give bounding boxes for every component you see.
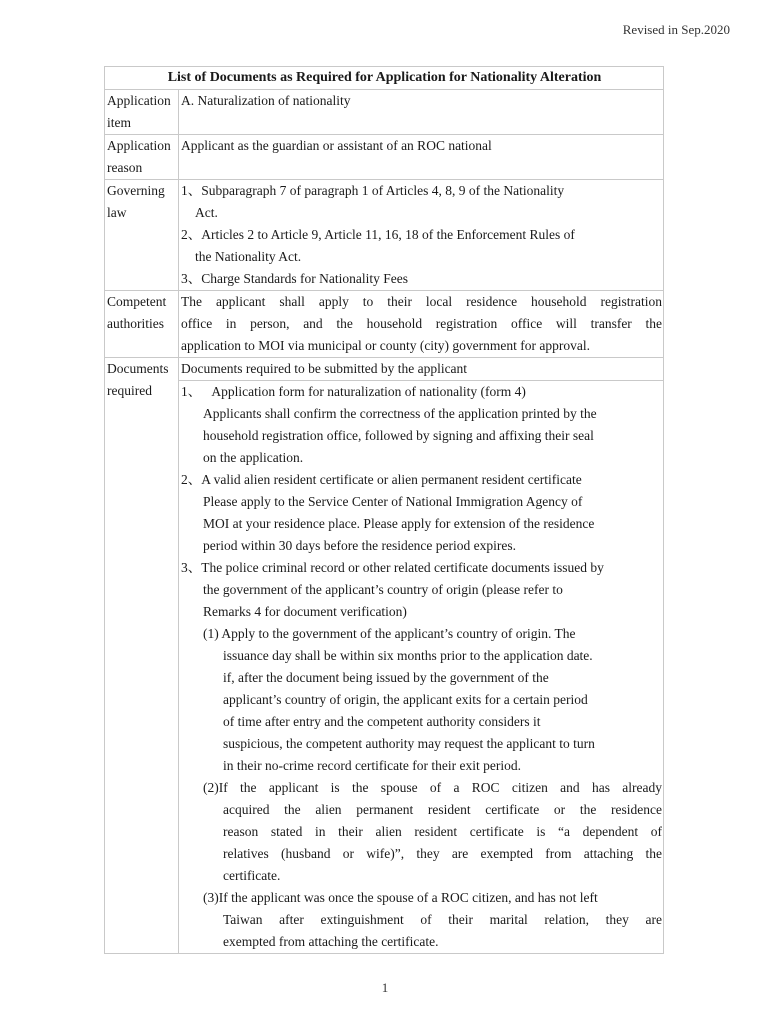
documents-intro: Documents required to be submitted by the applicant (179, 358, 663, 381)
revision-note: Revised in Sep.2020 (622, 22, 730, 37)
row-application-item (105, 90, 664, 135)
law-item-1-cont: Act. (195, 205, 218, 220)
label-application-item: Application item (105, 90, 179, 135)
table-title: List of Documents as Required for Application for Nationality Alteration (105, 67, 664, 90)
doc-item-2: 2、A valid alien resident certificate or alien permanent resident certificate (181, 472, 582, 487)
row-competent-authorities (105, 291, 664, 358)
law-item-1: 1、Subparagraph 7 of paragraph 1 of Articles 4, 8, 9 of the Nationality (181, 183, 565, 198)
page-number: 1 (381, 980, 389, 995)
law-item-3: 3、Charge Standards for Nationality Fees (181, 271, 408, 286)
value-application-item: A. Naturalization of nationality (179, 90, 664, 135)
value-competent-authorities: The applicant shall apply to their local residence household registration office in person, and the household registration office will transfer the application to MOI via municipal or county (city) government for approval. (179, 291, 664, 358)
value-governing-law (179, 180, 664, 291)
label-competent-authorities: Competent authorities (105, 291, 179, 358)
table-title-row (105, 67, 664, 90)
row-documents-required (105, 358, 664, 954)
doc-item-3-sub-1: (1) Apply to the government of the applicant’s country of origin. The (203, 626, 576, 641)
row-application-reason (105, 135, 664, 180)
row-governing-law (105, 180, 664, 291)
label-documents-required: Documents required (105, 358, 179, 954)
law-item-2-cont: the Nationality Act. (195, 249, 302, 264)
doc-item-1: 1、 Application form for naturalization of nationality (form 4) (181, 384, 526, 399)
doc-item-3-sub-2: (2)If the applicant is the spouse of a ROC citizen and has already (203, 780, 662, 795)
label-application-reason: Application reason (105, 135, 179, 180)
doc-item-3: 3、The police criminal record or other related certificate documents issued by (181, 560, 604, 575)
value-application-reason: Applicant as the guardian or assistant of an ROC national (179, 135, 664, 180)
label-governing-law: Governing law (105, 180, 179, 291)
doc-item-3-sub-3: (3)If the applicant was once the spouse of a ROC citizen, and has not left (203, 890, 598, 905)
documents-table (104, 66, 664, 954)
documents-list: 1、 Application form for naturalization of nationality (form 4) Applicants shall confirm the correctness of the application printed by the household registration office, followed by signing and affixing their seal on the application. 2、A valid alien resident certificate or alien permanent resident certificate Please apply to the Service Center of National Immigration Agency of MOI at your residence place. Please apply for extension of the residence period within 30 days before the residence period expires. 3、The police criminal record or other related certificate documents issued by the government of the applicant’s country of origin (please refer to Remarks 4 for document verification) (1) Apply to the government of the applicant’s country of origin. The issuance day shall be within six months prior to the application date. if, after the document being issued by the government of the applicant’s country of origin, the applicant exits for a certain period of time after entry and the competent authority considers it suspicious, the competent authority may request the applicant to turn in their no-crime record certificate for their exit period. (2)If the applicant is the spouse of a ROC citizen and has already acquired the alien permanent resident certificate or the residence reason stated in their alien resident certificate is “a dependent of relatives (husband or wife)”, they are exempted from attaching the certificate. (3)If the applicant was once the spouse of a ROC citizen, and has not left Taiwan after extinguishment of their marital relation, they are exempted from attaching the certificate. (179, 381, 663, 953)
value-documents-required (179, 358, 664, 954)
law-item-2: 2、Articles 2 to Article 9, Article 11, 16, 18 of the Enforcement Rules of (181, 227, 575, 242)
